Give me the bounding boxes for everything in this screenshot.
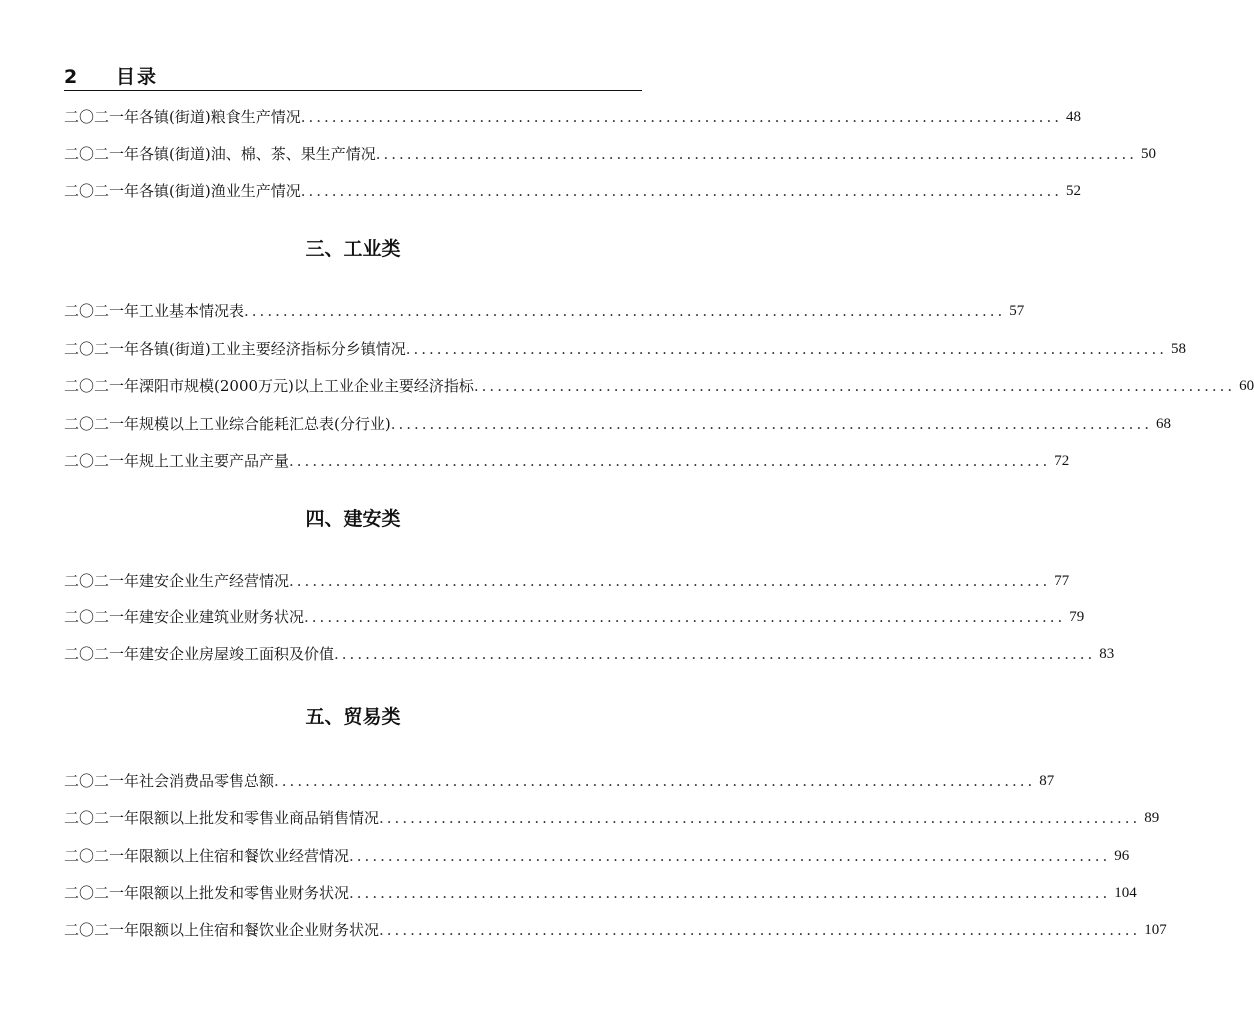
toc-entry-title: 二〇二一年限额以上住宿和餐饮业企业财务状况 xyxy=(64,921,380,939)
toc-entry[interactable] xyxy=(64,570,1070,592)
toc-entry-page: 79 xyxy=(1069,609,1085,625)
toc-entry-page: 68 xyxy=(1156,416,1171,432)
toc-entry[interactable] xyxy=(64,338,1186,360)
section-heading-construction: 四、建安类 xyxy=(305,508,401,530)
toc-entry-title: 二〇二一年限额以上批发和零售业财务状况 xyxy=(64,884,350,902)
dot-leader: .................................................................................................. xyxy=(379,921,1141,939)
dot-leader: .................................................................................................. xyxy=(300,182,1062,200)
toc-entry-title: 二〇二一年规模以上工业综合能耗汇总表(分行业) xyxy=(64,415,391,433)
page-header xyxy=(64,66,642,91)
dot-leader: .................................................................................................. xyxy=(244,302,1006,320)
dot-leader: .................................................................................................. xyxy=(289,572,1051,590)
toc-entry-title: 二〇二一年各镇(街道)工业主要经济指标分乡镇情况 xyxy=(64,340,406,358)
toc-entry-page: 52 xyxy=(1066,183,1081,199)
toc-entry[interactable] xyxy=(64,606,1085,628)
toc-entry-title: 二〇二一年各镇(街道)渔业生产情况 xyxy=(64,182,301,200)
section-heading-trade: 五、贸易类 xyxy=(305,706,401,728)
dot-leader: .................................................................................................. xyxy=(274,772,1036,790)
toc-entry[interactable] xyxy=(64,807,1160,829)
toc-entry[interactable] xyxy=(64,882,1137,904)
dot-leader: .................................................................................................. xyxy=(390,415,1152,433)
header-title: 目录 xyxy=(116,66,159,88)
toc-entry-title: 二〇二一年限额以上住宿和餐饮业经营情况 xyxy=(64,847,350,865)
toc-entry-page: 89 xyxy=(1144,810,1160,826)
toc-entry-title: 二〇二一年建安企业生产经营情况 xyxy=(64,572,290,590)
dot-leader: .................................................................................................. xyxy=(405,340,1167,358)
toc-entry-page: 60 xyxy=(1239,378,1254,394)
toc-entry[interactable] xyxy=(64,919,1167,941)
toc-entry[interactable] xyxy=(64,375,1254,397)
toc-entry-page: 107 xyxy=(1144,922,1167,938)
toc-entry[interactable] xyxy=(64,300,1025,322)
dot-leader: .................................................................................................. xyxy=(334,645,1096,663)
toc-entry-title: 二〇二一年社会消费品零售总额 xyxy=(64,772,275,790)
toc-entry-title: 二〇二一年工业基本情况表 xyxy=(64,302,245,320)
dot-leader: .................................................................................................. xyxy=(304,608,1066,626)
toc-entry[interactable] xyxy=(64,770,1055,792)
toc-entry-title: 二〇二一年建安企业房屋竣工面积及价值 xyxy=(64,645,335,663)
dot-leader: .................................................................................................. xyxy=(349,847,1111,865)
toc-entry-page: 104 xyxy=(1114,885,1137,901)
dot-leader: .................................................................................................. xyxy=(375,145,1137,163)
dot-leader: .................................................................................................. xyxy=(379,809,1141,827)
toc-entry[interactable] xyxy=(64,106,1081,128)
dot-leader: .................................................................................................. xyxy=(473,377,1236,395)
toc-entry[interactable] xyxy=(64,643,1115,665)
toc-entry-title: 二〇二一年溧阳市规模(2000万元)以上工业企业主要经济指标 xyxy=(64,377,474,395)
toc-entry-page: 58 xyxy=(1171,341,1186,357)
dot-leader: .................................................................................................. xyxy=(300,108,1062,126)
section-heading-industry: 三、工业类 xyxy=(305,238,401,260)
dot-leader: .................................................................................................. xyxy=(349,884,1111,902)
toc-entry-page: 72 xyxy=(1054,453,1070,469)
toc-entry-title: 二〇二一年建安企业建筑业财务状况 xyxy=(64,608,305,626)
toc-entry-page: 48 xyxy=(1066,109,1081,125)
toc-entry[interactable] xyxy=(64,845,1130,867)
toc-entry-page: 96 xyxy=(1114,848,1130,864)
toc-entry-title: 二〇二一年限额以上批发和零售业商品销售情况 xyxy=(64,809,380,827)
dot-leader: .................................................................................................. xyxy=(289,452,1051,470)
toc-entry-page: 77 xyxy=(1054,573,1070,589)
toc-entry-page: 57 xyxy=(1009,303,1025,319)
page-number: 2 xyxy=(64,66,78,88)
toc-entry-page: 87 xyxy=(1039,773,1055,789)
toc-entry-title: 二〇二一年规上工业主要产品产量 xyxy=(64,452,290,470)
toc-entry-title: 二〇二一年各镇(街道)粮食生产情况 xyxy=(64,108,301,126)
toc-entry[interactable] xyxy=(64,413,1171,435)
toc-entry[interactable] xyxy=(64,143,1156,165)
toc-entry-title: 二〇二一年各镇(街道)油、棉、茶、果生产情况 xyxy=(64,145,376,163)
toc-entry-page: 50 xyxy=(1141,146,1156,162)
toc-entry[interactable] xyxy=(64,450,1070,472)
toc-entry[interactable] xyxy=(64,180,1081,202)
toc-entry-page: 83 xyxy=(1099,646,1115,662)
